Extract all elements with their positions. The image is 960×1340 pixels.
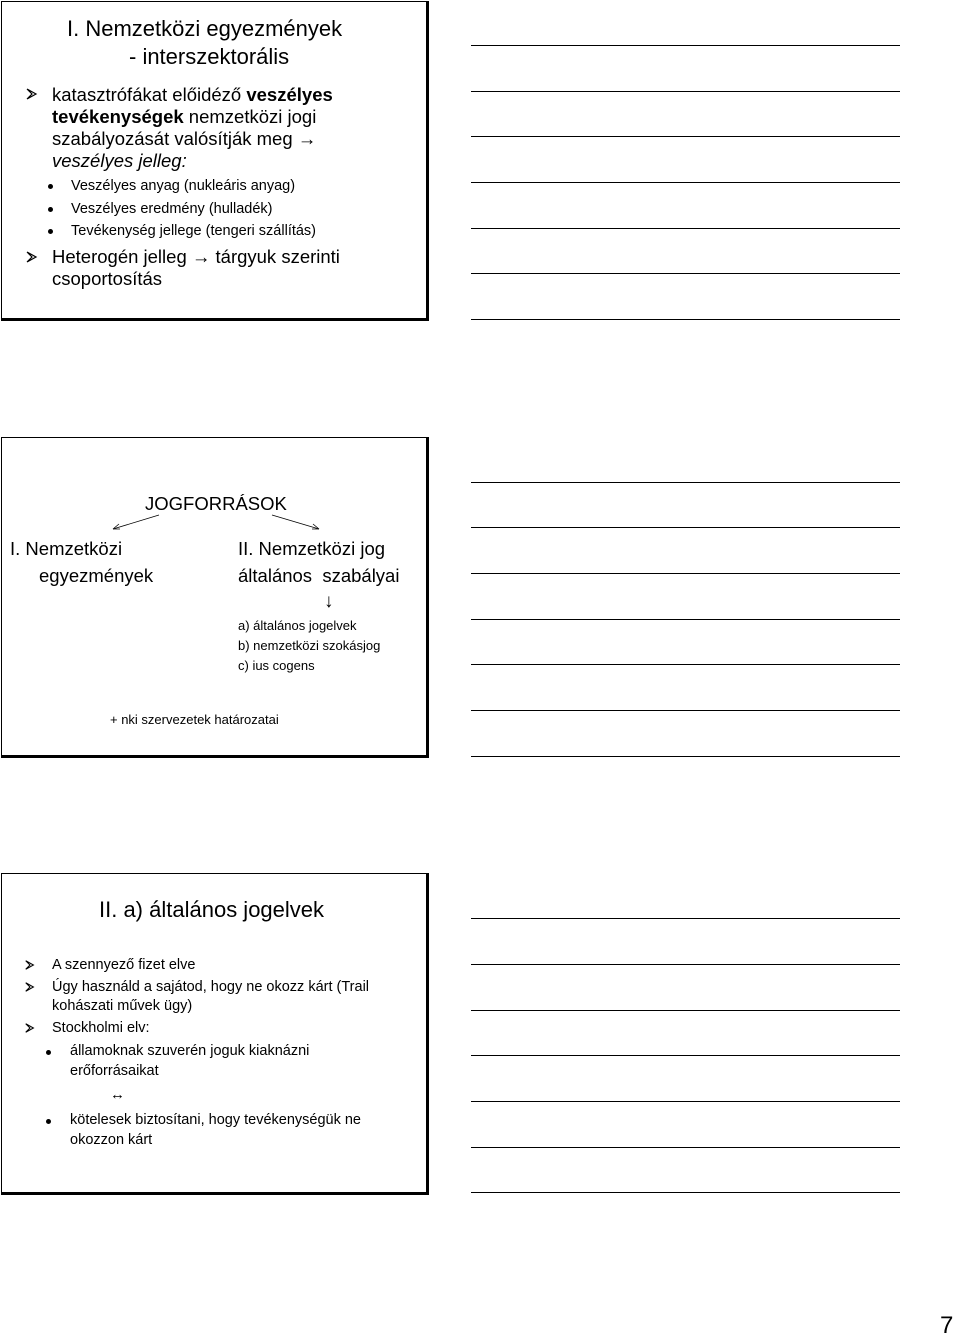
down-arrow-icon: ↓	[324, 591, 334, 612]
right-branch-line-2: általános szabályai	[238, 565, 400, 586]
bullet-2-line-2: csoportosítás	[52, 268, 163, 289]
slide-3	[1, 873, 429, 1195]
bullet-1-line-3: szabályozását valósítják meg →	[52, 128, 317, 149]
note-line	[471, 1147, 900, 1148]
slide-title-line-1: I. Nemzetközi egyezmények	[67, 16, 343, 41]
note-line	[471, 273, 900, 274]
slide-title: II. a) általános jogelvek	[99, 897, 325, 922]
chevron-bullet-icon	[24, 981, 36, 993]
sub-bullet-1-line-2: erőforrásaikat	[70, 1063, 159, 1079]
dot-bullet-icon	[46, 1050, 51, 1055]
dot-bullet-icon	[48, 184, 53, 189]
sub-bullet-3: Tevékenység jellege (tengeri szállítás)	[71, 223, 317, 239]
sub-bullet-1-line-1: államoknak szuverén joguk kiaknázni	[70, 1043, 310, 1059]
bullet-1-line-1: katasztrófákat előidéző veszélyes	[52, 84, 333, 105]
slide-title: JOGFORRÁSOK	[145, 493, 287, 514]
dot-bullet-icon	[48, 229, 53, 234]
bullet-2-line-1: Úgy használd a sajátod, hogy ne okozz kárt (Trail	[52, 979, 370, 995]
list-item-b: b) nemzetközi szokásjog	[238, 638, 381, 653]
slide-title-line-2: - interszektorális	[129, 44, 290, 69]
note-line	[471, 1055, 900, 1056]
sub-bullet-2-line-1: kötelesek biztosítani, hogy tevékenységük ne	[70, 1112, 361, 1128]
sub-bullet-1: Veszélyes anyag (nukleáris anyag)	[71, 178, 296, 194]
dot-bullet-icon	[46, 1119, 51, 1124]
left-branch-line-1: I. Nemzetközi	[10, 538, 123, 559]
note-line	[471, 619, 900, 620]
note-line	[471, 710, 900, 711]
note-line	[471, 45, 900, 46]
note-line	[471, 319, 900, 320]
slide-1	[1, 1, 429, 321]
note-line	[471, 527, 900, 528]
chevron-bullet-icon	[24, 959, 36, 971]
bullet-2-line-1: Heterogén jelleg → tárgyuk szerinti	[52, 246, 340, 267]
right-branch-line-1: II. Nemzetközi jog	[238, 538, 386, 559]
note-line	[471, 756, 900, 757]
list-item-a: a) általános jogelvek	[238, 618, 357, 633]
bullet-3: Stockholmi elv:	[52, 1020, 150, 1036]
left-branch-line-2: egyezmények	[39, 565, 154, 586]
note-line	[471, 918, 900, 919]
note-line	[471, 964, 900, 965]
footer-note: + nki szervezetek határozatai	[110, 712, 279, 727]
list-item-c: c) ius cogens	[238, 658, 315, 673]
note-line	[471, 228, 900, 229]
bullet-2-line-2: kohászati művek ügy)	[52, 998, 193, 1014]
note-line	[471, 573, 900, 574]
note-line	[471, 182, 900, 183]
note-line	[471, 136, 900, 137]
slide-2	[1, 437, 429, 758]
sub-bullet-2: Veszélyes eredmény (hulladék)	[71, 201, 273, 217]
chevron-bullet-icon	[24, 1022, 36, 1034]
note-line	[471, 482, 900, 483]
dot-bullet-icon	[48, 207, 53, 212]
bullet-1: A szennyező fizet elve	[52, 957, 196, 973]
bullet-1-line-2: tevékenységek nemzetközi jogi	[52, 106, 317, 127]
note-line	[471, 664, 900, 665]
sub-bullet-2-line-2: okozzon kárt	[70, 1132, 153, 1148]
page-number: 7	[940, 1312, 954, 1339]
note-line	[471, 1101, 900, 1102]
bullet-1-line-4: veszélyes jelleg:	[52, 150, 187, 171]
chevron-bullet-icon	[25, 250, 39, 264]
branch-arrows-icon	[107, 512, 327, 534]
note-line	[471, 1192, 900, 1193]
left-right-arrow-icon: ↔	[110, 1086, 125, 1103]
note-line	[471, 91, 900, 92]
chevron-bullet-icon	[25, 87, 39, 101]
note-line	[471, 1010, 900, 1011]
